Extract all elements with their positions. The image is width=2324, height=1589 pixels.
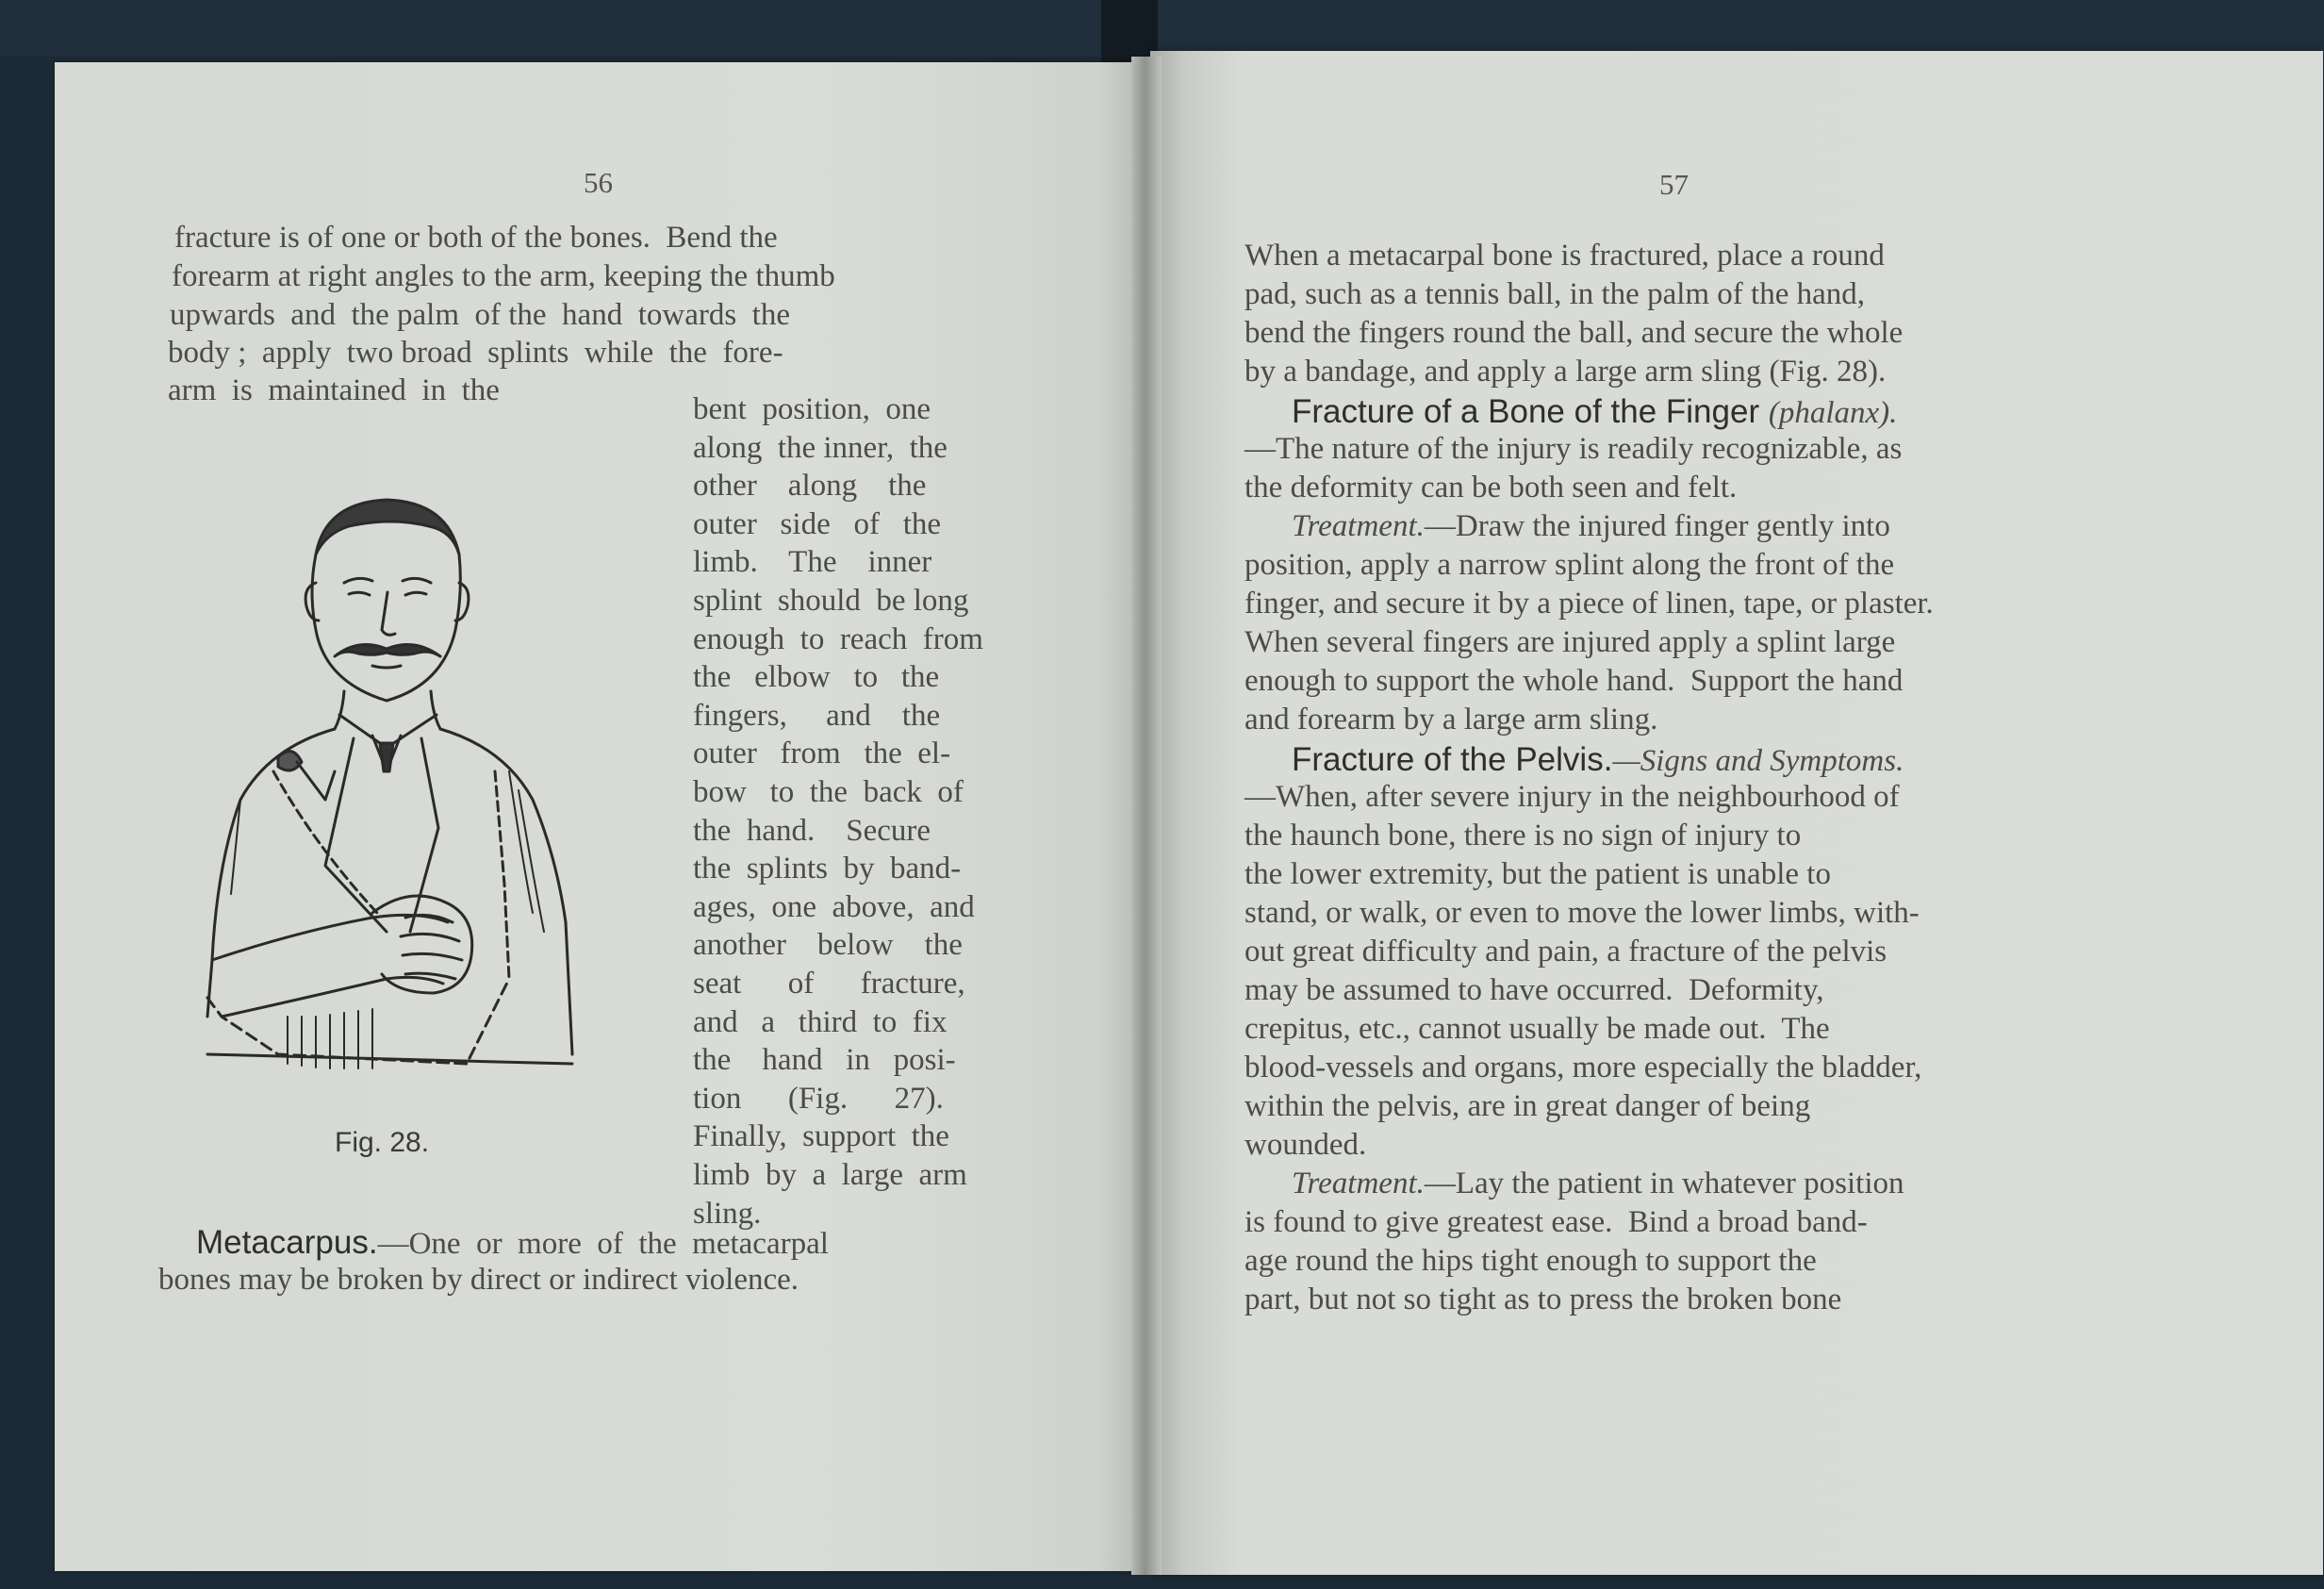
paragraph-text: and forearm by a large arm sling.	[1244, 703, 1658, 737]
scan-background	[0, 0, 2324, 57]
paragraph-text: stand, or walk, or even to move the lower limbs, with-	[1244, 896, 1920, 930]
metacarpus-heading: Metacarpus.	[196, 1224, 378, 1261]
paragraph-text: blood-vessels and organs, more especially the bladder,	[1244, 1051, 1922, 1084]
paragraph-text: finger, and secure it by a piece of linen, tape, or plaster.	[1244, 587, 1934, 621]
metacarpus-line-2: bones may be broken by direct or indirect violence.	[158, 1263, 799, 1297]
metacarpus-text: —One or more of the metacarpal	[377, 1227, 829, 1261]
left-column-line: the splints by band-	[693, 852, 962, 886]
left-text-line: body ; apply two broad splints while the fore-	[168, 336, 783, 370]
right-text-line	[1292, 511, 1890, 542]
left-column-line: seat of fracture,	[693, 967, 965, 1001]
right-text-line	[1244, 1207, 1868, 1238]
right-text-line	[1244, 1246, 1817, 1277]
paragraph-text: crepitus, etc., cannot usually be made out. The	[1244, 1012, 1830, 1046]
right-text-line	[1244, 1130, 1366, 1161]
right-text-line	[1244, 1284, 1841, 1316]
right-text-line	[1244, 279, 1865, 310]
finger-fracture-latin: (phalanx).	[1768, 396, 1898, 430]
right-text-line	[1244, 472, 1737, 504]
right-text-line	[1244, 859, 1831, 890]
heading-line	[1292, 743, 1904, 777]
right-text-line	[1244, 356, 1886, 388]
right-text-line	[1244, 550, 1894, 581]
paragraph-text: position, apply a narrow splint along the front of the	[1244, 548, 1895, 582]
left-column-line: outer side of the	[693, 506, 942, 541]
right-text-line	[1244, 1052, 1921, 1084]
treatment-label: Treatment.	[1292, 1167, 1425, 1200]
left-column-line: along the inner, the	[693, 430, 948, 465]
left-column-line: bow to the back of	[693, 775, 964, 809]
left-column-line: tion (Fig. 27).	[693, 1081, 944, 1116]
paragraph-text: pad, such as a tennis ball, in the palm of the hand,	[1244, 277, 1866, 311]
right-text-line	[1244, 1014, 1830, 1045]
right-text-line	[1244, 1091, 1810, 1122]
right-text-line	[1244, 627, 1895, 658]
left-text-line: forearm at right angles to the arm, keeping the thumb	[172, 259, 835, 293]
left-text-line: upwards and the palm of the hand towards the	[170, 298, 791, 332]
paragraph-text: —The nature of the injury is readily recognizable, as	[1244, 432, 1903, 466]
paragraph-text: is found to give greatest ease. Bind a broad band-	[1244, 1205, 1868, 1239]
pelvis-fracture-heading: Fracture of the Pelvis.	[1292, 741, 1613, 778]
treatment-label: Treatment.	[1292, 509, 1425, 543]
right-text-line	[1244, 975, 1824, 1006]
book-gutter	[1131, 57, 1162, 1575]
left-column-line: bent position, one	[693, 392, 931, 426]
left-column-line: outer from the el-	[693, 737, 951, 771]
paragraph-text: —Draw the injured finger gently into	[1424, 509, 1890, 543]
left-column-line: other along the	[693, 469, 927, 504]
metacarpus-line	[196, 1226, 829, 1260]
left-column-line: splint should be long	[693, 584, 969, 618]
right-text-line	[1244, 782, 1900, 813]
finger-fracture-heading: Fracture of a Bone of the Finger	[1292, 393, 1769, 430]
right-text-line	[1244, 434, 1902, 465]
left-column-line: the hand in posi-	[693, 1043, 956, 1078]
paragraph-text: may be assumed to have occurred. Deformity,	[1244, 973, 1824, 1007]
right-text-line	[1244, 318, 1903, 349]
right-text-line	[1244, 240, 1885, 272]
heading-line	[1292, 395, 1897, 429]
right-text-line	[1244, 588, 1934, 620]
paragraph-text: wounded.	[1244, 1128, 1367, 1162]
left-column-line: sling.	[693, 1196, 762, 1231]
right-text-line	[1244, 704, 1657, 736]
left-column-line: the elbow to the	[693, 660, 940, 695]
left-column-line: and a third to fix	[693, 1004, 948, 1039]
paragraph-text: the haunch bone, there is no sign of injury to	[1244, 819, 1802, 852]
left-column-line: limb. The inner	[693, 545, 932, 580]
paragraph-text: age round the hips tight enough to support the	[1244, 1244, 1817, 1278]
right-text-line	[1292, 1168, 1904, 1200]
left-column-line: limb by a large arm	[693, 1158, 967, 1192]
paragraph-text: —Lay the patient in whatever position	[1424, 1167, 1904, 1200]
left-column-line: the hand. Secure	[693, 813, 931, 848]
paragraph-text: When several fingers are injured apply a splint large	[1244, 625, 1896, 659]
right-page-number: 57	[1659, 168, 1689, 201]
signs-symptoms-label: —Signs and Symptoms.	[1612, 744, 1904, 778]
right-text-line	[1244, 898, 1920, 929]
figure-caption: Fig. 28.	[335, 1127, 430, 1158]
right-text-line	[1244, 820, 1801, 852]
left-text-line: fracture is of one or both of the bones. Bend the	[174, 221, 778, 255]
paragraph-text: within the pelvis, are in great danger of being	[1244, 1089, 1811, 1123]
paragraph-text: out great difficulty and pain, a fracture of the pelvis	[1244, 935, 1887, 968]
paragraph-text: the lower extremity, but the patient is unable to	[1244, 857, 1831, 891]
left-column-line: enough to reach from	[693, 621, 983, 656]
paragraph-text: part, but not so tight as to press the broken bone	[1244, 1283, 1842, 1316]
paragraph-text: bend the fingers round the ball, and secure the whole	[1244, 316, 1904, 350]
left-column-line: Finally, support the	[693, 1119, 949, 1154]
left-column-line: ages, one above, and	[693, 889, 975, 924]
paragraph-text: When a metacarpal bone is fractured, place a round	[1244, 239, 1885, 273]
right-text-line	[1244, 666, 1903, 697]
left-column-line: fingers, and the	[693, 698, 941, 733]
left-text-line: arm is maintained in the	[168, 373, 500, 407]
paragraph-text: the deformity can be both seen and felt.	[1244, 471, 1738, 505]
paragraph-text: —When, after severe injury in the neighbourhood of	[1244, 780, 1900, 814]
right-text-line	[1244, 936, 1887, 968]
arm-sling-illustration	[184, 488, 646, 1111]
paragraph-text: enough to support the whole hand. Support the hand	[1244, 664, 1904, 698]
paragraph-text: by a bandage, and apply a large arm sling (Fig. 28).	[1244, 355, 1887, 389]
left-column-line: another below the	[693, 928, 963, 963]
left-page-number: 56	[584, 166, 613, 199]
